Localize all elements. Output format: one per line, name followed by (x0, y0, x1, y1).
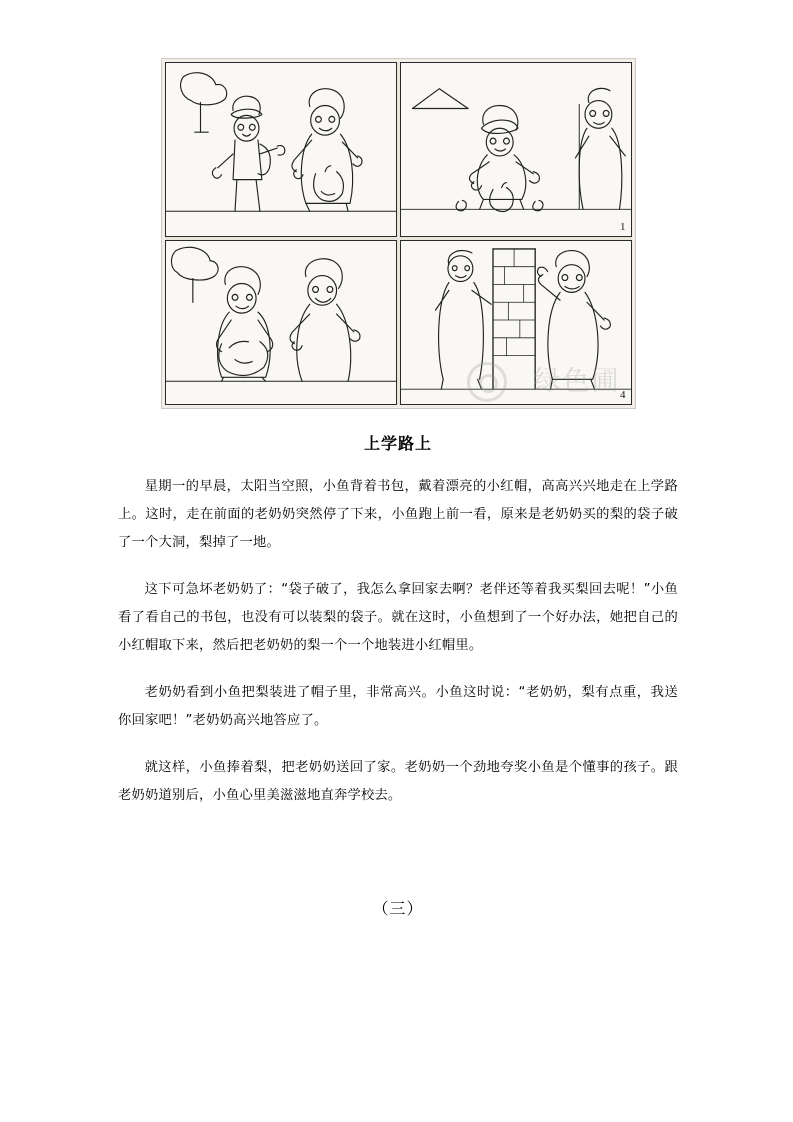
comic-panel-4-art (401, 241, 631, 404)
document-content (118, 58, 678, 919)
page-title: 上学路上 (363, 434, 432, 453)
comic-grid (165, 62, 632, 405)
comic-panel-1 (165, 62, 397, 237)
comic-panel-3 (165, 240, 397, 405)
comic-panel-2-art (401, 63, 631, 236)
watermark-text: 绿色圃 (533, 366, 621, 396)
paragraph-3: 老奶奶看到小鱼把梨装进了帽子里，非常高兴。小鱼这时说：“老奶奶，梨有点重，我送你回家吧！”老奶奶高兴地答应了。 (118, 685, 678, 728)
paragraph-1: 星期一的早晨，太阳当空照，小鱼背着书包，戴着漂亮的小红帽，高高兴兴地走在上学路上。这时，走在前面的老奶奶突然停了下来，小鱼跑上前一看，原来是老奶奶买的梨的袋子破了一个大洞，梨掉了一地。 (118, 479, 678, 550)
comic-panel-2 (400, 62, 632, 237)
paragraph-2: 这下可急坏老奶奶了：“袋子破了，我怎么拿回家去啊？老伴还等着我买梨回去呢！”小鱼看了看自己的书包，也没有可以装梨的袋子。就在这时，小鱼想到了一个好办法，她把自己的小红帽取下来，然后把老奶奶的梨一个一个地装进小红帽里。 (118, 582, 678, 653)
comic-strip (161, 58, 636, 409)
comic-panel-2-number: 1 (620, 221, 626, 233)
comic-panel-3-art (166, 241, 396, 404)
comic-panel-4 (400, 240, 632, 405)
section-label: （三） (372, 899, 424, 918)
comic-panel-4-number: 4 (620, 389, 626, 401)
paragraph-4: 就这样，小鱼捧着梨，把老奶奶送回了家。老奶奶一个劲地夸奖小鱼是个懂事的孩子。跟老奶奶道别后，小鱼心里美滋滋地直奔学校去。 (118, 760, 678, 803)
comic-panel-1-art (166, 63, 396, 236)
